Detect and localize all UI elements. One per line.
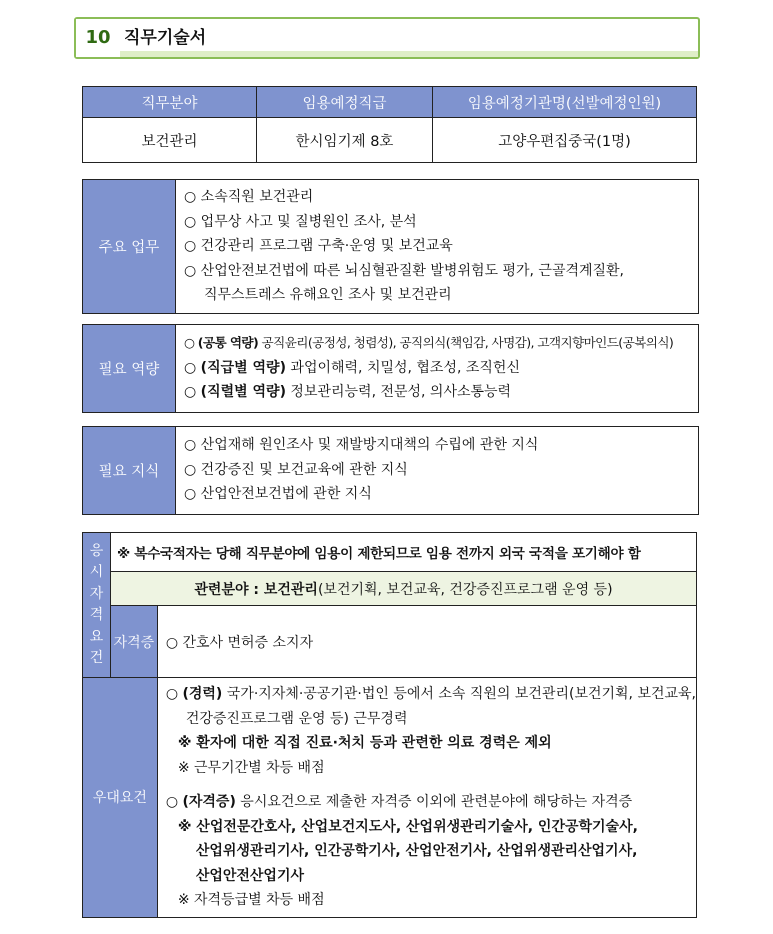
cell-rank: 한시임기제 8호: [257, 118, 433, 163]
side-char: 시: [89, 564, 104, 580]
side-char: 건: [89, 650, 104, 666]
competency-item: [184, 380, 698, 405]
duty-item: ○ 소속직원 보건관리: [184, 189, 314, 205]
duty-item: ○ 건강관리 프로그램 구축·운영 및 보건교육: [184, 238, 453, 254]
cert-text: 응시요건으로 제출한 자격증 이외에 관련분야에 해당하는 자격증: [235, 794, 633, 810]
bullet: ○: [184, 335, 198, 350]
main-duties-label: 주요 업무: [83, 180, 176, 313]
career-key: (경력): [182, 686, 223, 702]
section-number: 10: [76, 19, 120, 57]
section-title: 직무기술서: [124, 28, 207, 48]
knowledge-label: 필요 지식: [83, 427, 176, 514]
bullet: ○: [184, 359, 201, 376]
cert-note-scoring: ※ 자격등급별 차등 배점: [177, 892, 325, 908]
bullet: ○: [184, 384, 201, 400]
cert-list-continued: 산업위생관리기사, 인간공학기사, 산업안전기사, 산업위생관리산업기사,: [195, 843, 638, 859]
duty-item: ○ 업무상 사고 및 질병원인 조사, 분석: [184, 213, 417, 230]
duty-item-continued: 직무스트레스 유해요인 조사 및 보건관리: [204, 287, 452, 303]
competency-item: [184, 331, 698, 356]
career-note-scoring: ※ 근무기간별 차등 배점: [177, 759, 325, 776]
side-char: 자: [89, 585, 104, 602]
career-text-continued: 건강증진프로그램 운영 등) 근무경력: [185, 710, 408, 727]
knowledge-item: ○ 산업안전보건법에 관한 지식: [184, 486, 372, 502]
related-field-row: [110, 572, 696, 606]
summary-table: [82, 86, 697, 163]
career-note-excluded: ※ 환자에 대한 직접 진료·처치 등과 관련한 의료 경력은 제외: [177, 735, 552, 751]
side-char: 격: [89, 607, 104, 623]
competency-text: 공직윤리(공정성, 청렴성), 공직의식(책임감, 사명감), 고객지향마인드(공복의식): [258, 335, 674, 350]
bullet: ○: [165, 686, 183, 702]
license-label: 자격증: [110, 606, 157, 678]
cert-key: (자격증): [182, 794, 236, 810]
main-duties-section: [82, 179, 699, 314]
competency-key: (직급별 역량): [200, 359, 286, 376]
side-char: 응: [89, 542, 104, 559]
related-field-key: 관련분야 : 보건관리: [194, 581, 318, 598]
competency-label: 필요 역량: [83, 325, 176, 412]
license-item: ○ 간호사 면허증 소지자: [157, 606, 696, 678]
career-text: 국가·지자체·공공기관·법인 등에서 소속 직원의 보건관리(보건기획, 보건교육,: [222, 686, 696, 702]
header-job-field: 직무분야: [83, 87, 257, 118]
related-field-detail: (보건기획, 보건교육, 건강증진프로그램 운영 등): [317, 581, 613, 598]
knowledge-item: ○ 건강증진 및 보건교육에 관한 지식: [184, 461, 408, 478]
competency-item: [184, 356, 698, 381]
section-header: [74, 17, 700, 59]
competency-key: (직렬별 역량): [200, 384, 286, 400]
competency-key: (공통 역량): [197, 335, 259, 350]
competency-section: [82, 324, 699, 413]
cert-item: [166, 790, 696, 815]
side-char: 요: [89, 628, 104, 645]
requirements-table: [82, 532, 697, 918]
knowledge-section: [82, 426, 699, 515]
competency-text: 정보관리능력, 전문성, 의사소통능력: [285, 384, 512, 400]
requirements-side-label: [83, 533, 111, 678]
knowledge-item: ○ 산업재해 원인조사 및 재발방지대책의 수립에 관한 지식: [184, 437, 539, 453]
career-item: [166, 682, 696, 707]
preference-label: 우대요건: [83, 678, 158, 918]
preference-body: [157, 678, 696, 918]
cell-agency: 고양우편집중국(1명): [433, 118, 697, 163]
header-rank: 임용예정직급: [257, 87, 433, 118]
header-agency: 임용예정기관명(선발예정인원): [433, 87, 697, 118]
bullet: ○: [165, 794, 183, 810]
cell-job-field: 보건관리: [83, 118, 257, 163]
competency-text: 과업이해력, 치밀성, 협조성, 조직헌신: [285, 359, 520, 376]
cert-list: ※ 산업전문간호사, 산업보건지도사, 산업위생관리기술사, 인간공학기술사,: [177, 818, 638, 835]
duty-item: ○ 산업안전보건법에 따른 뇌심혈관질환 발병위험도 평가, 근골격계질환,: [184, 262, 625, 279]
notice-text: ※ 복수국적자는 당해 직무분야에 임용이 제한되므로 임용 전까지 외국 국적을 포기해야 함: [116, 546, 641, 562]
cert-list-continued: 산업안전산업기사: [195, 867, 305, 884]
dual-citizenship-notice: [110, 533, 696, 572]
